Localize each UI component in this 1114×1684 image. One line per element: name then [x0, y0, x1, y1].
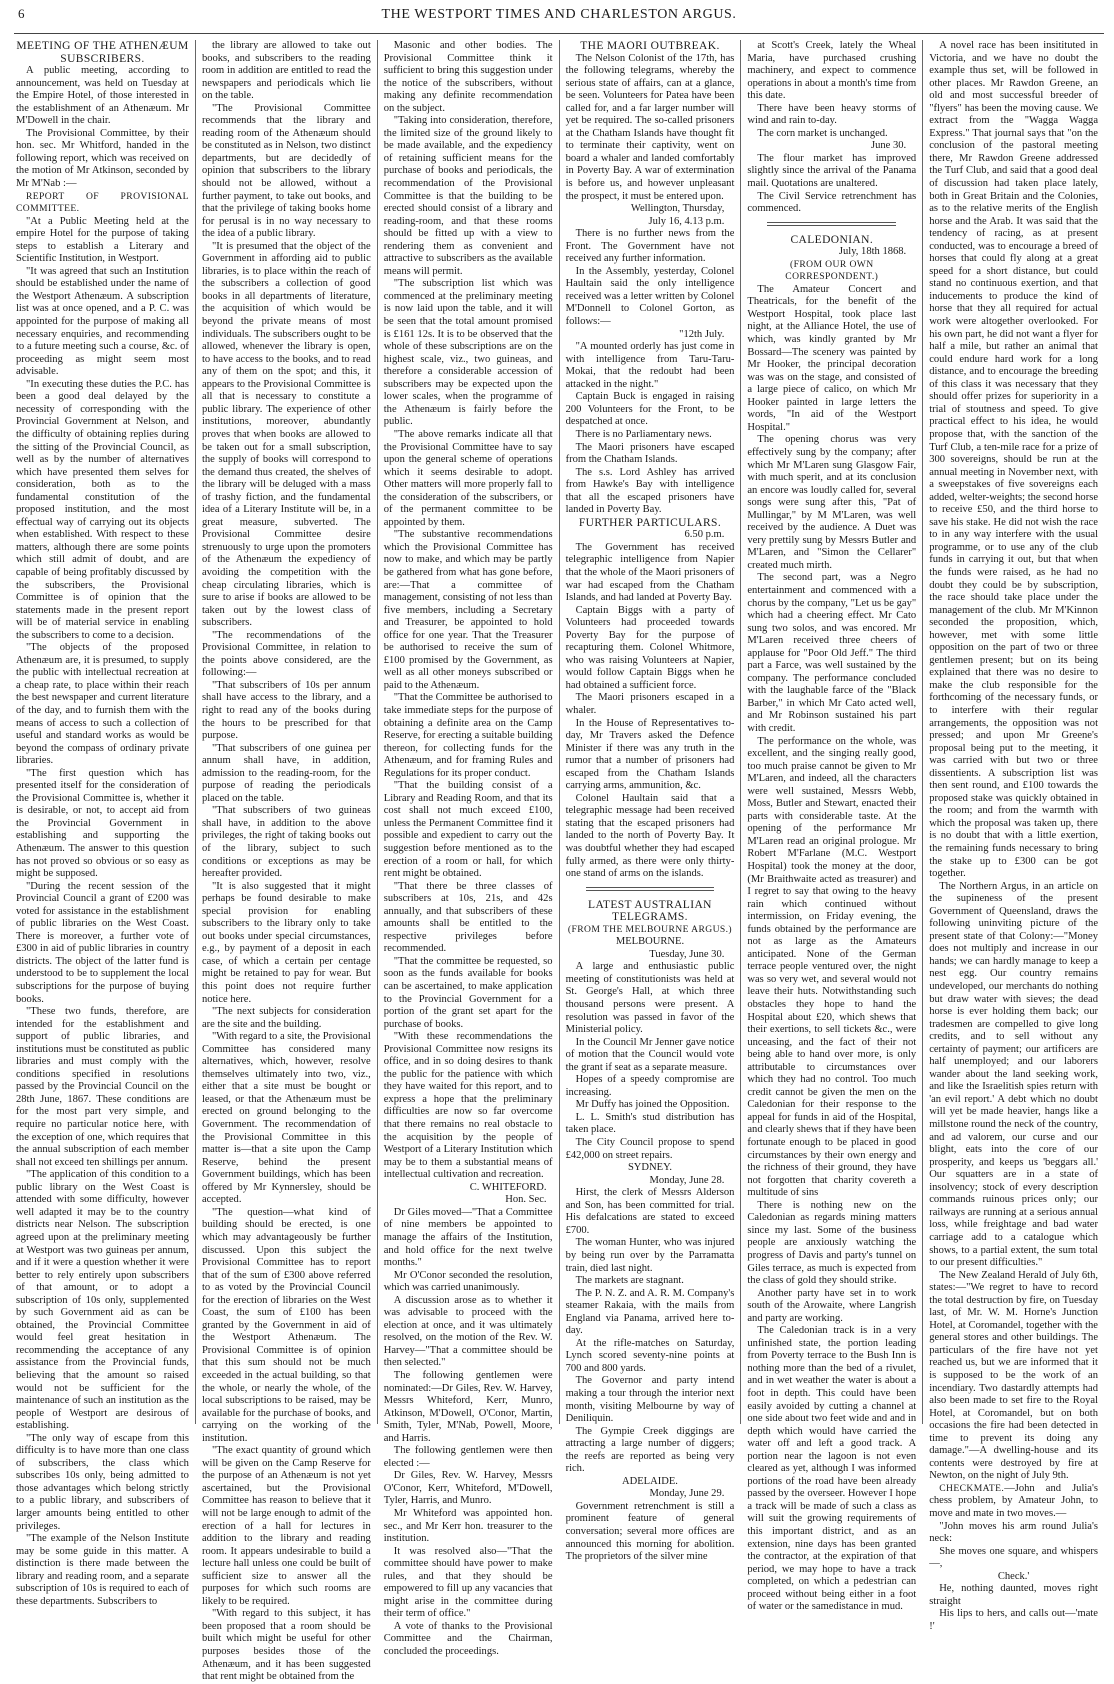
paragraph: The Gympie Creek diggings are attracting a large number of diggers; the reefs are reported as being very rich.	[565, 1425, 735, 1475]
dateline: Monday, June 28.	[649, 1174, 725, 1186]
paragraph: "That the committee be requested, so soon as the funds available for books can be ascertained, to make application to the Provincial Government for a portion of the grant set apart for the purchase of books.	[383, 955, 553, 1030]
paragraph: "The substantive recommendations which the Provisional Committee has now to make, and which may be partly be gathered from what has gone before, are:—That a committee of management, consisting of not less than five members, including a Secretary and Treasurer, be appointed to hold office for one year. That the Treasurer be authorised to receive the sum of £100 promised by the Government, as well as all other moneys subscribed or paid to the Athenæum.	[383, 529, 553, 691]
verse-line: His lips to hers, and calls out—'mate !'	[929, 1608, 1098, 1632]
paragraph: "The question—what kind of building should be erected, is one which may advantageously be further discussed. Upon this subject the Provisional Committee has to report that of the sum of £300 above referred to as voted by the Provincial Council for the erection of libraries on the West Coast, the sum of £100 has been granted by the Government in aid of the Westport Athenæum. The Provisional Committee is of opinion that this sum should not be much exceeded in the actual building, so that the whole, or nearly the whole, of the local subscriptions to be raised, may be available for the purchase of books, and carrying on the working of the institution.	[201, 1206, 371, 1444]
paragraph: "These two funds, therefore, are intended for the establishment and support of public libraries, and institutions must be constituted as public libraries and must comply with the conditions specified in resolutions passed by the Provincial Council on the 28th June, 1867. These conditions are for the most part very simple, and require no particular notice here, with the exception of one, which requires that the annual subscription of each member shall not exceed ten shillings per annum.	[16, 1006, 189, 1168]
paragraph: There is no further news from the Front. The Government have not received any further information.	[565, 228, 735, 265]
article-heading-caledonian: CALEDONIAN.	[790, 233, 874, 246]
newspaper-title: THE WESTPORT TIMES AND CHARLESTON ARGUS.	[381, 7, 737, 22]
paragraph: A public meeting, according to announcement, was held on Tuesday at the Empire Hotel, of those interested in the establishment of an Athenæum. Mr M'Dowell in the chair.	[16, 65, 189, 127]
paragraph: There is no Parliamentary news.	[575, 428, 712, 440]
paragraph: "With these recommendations the Provisional Committee now resigns its office, and in so doing desires to thank the public for the patience with which they have waited for this report, and to express a hope that the preliminary difficulties are now so far overcome that there remains no real obstacle to the acquisition by the people of Westport of a Literary Institution which may be to them a substantial means of intellectual cultivation and recreation.	[383, 1031, 553, 1181]
paragraph: A discussion arose as to whether it was advisable to proceed with the election at once, and it was ultimately resolved, on the motion of the Rev. W. Harvey—"That a committee should be then selected."	[383, 1294, 553, 1369]
verse-line: Check.'	[997, 1570, 1030, 1582]
paragraph: The Caledonian track is in a very unfinished state, the portion leading from Poverty terrace to the Bush Inn is nothing more than the bed of a rivulet, and in wet weather the water is about a foot in depth. This could have been easily avoided by cutting a channel at one side about two feet wide and and in depth which would have carried the water off and left a good track. A portion near the lagoon is not even cleared as yet, although I was informed portions of the road have been already passed by the overseer. However I hope a track will be made of such a class as will suit the growing requirements of this important district, and as an extension, nine days has been granted the contractor, at the expiration of that period, we may hope to have a track completed, on which a pedestrian can proceed without being either in a foot of water or the samedistance in mud.	[747, 1325, 917, 1613]
paragraph: Mr Duffy has joined the Opposition.	[575, 1099, 730, 1111]
paragraph: The following gentlemen were nominated:—Dr Giles, Rev. W. Harvey, Messrs Whiteford, Kerr, Munro, Atkinson, M'Dowell, O'Conor, Martin, Smith, Tyler, M'Nab, Powell, Moore, and Harris.	[383, 1369, 553, 1444]
paragraph: Hirst, the clerk of Messrs Alderson and Son, has been committed for trial. His defalcations are stated to exceed £700.	[565, 1187, 735, 1236]
paragraph: The Maori prisoners escaped in a whaler.	[565, 692, 735, 716]
place-heading: ADELAIDE.	[621, 1475, 678, 1487]
article-heading-athenaeum: MEETING OF THE ATHENÆUM SUBSCRIBERS.	[16, 40, 189, 65]
paragraph: "That subscribers of two guineas shall have, in addition to the above privileges, the right of taking books out of the library, subject to such conditions or exceptions as may be hereafter provided.	[201, 805, 371, 880]
column-4	[559, 40, 741, 1563]
verse-line: "John moves his arm round Julia's neck:	[929, 1520, 1098, 1545]
paragraph: "It is presumed that the object of the Government in affording aid to public libraries, is to place within the reach of the subscribers a collection of good books in all departments of literature, the acquisition of which would be beyond the private means of most individuals. The subscribers ought to be allowed, whenever the library is open, to have access to the books, and to read any of them on the spot; and this, it appears to the Provisional Committee is all that is necessary to constitute a public library. The experience of other institutions, moreover, abundantly proves that when books are allowed to be taken out for a small subscription, the supply of books will correspond to the demand thus created, the shelves of the library will be deluged with a mass of trashy fiction, and the fundamental idea of a Literary Institute will be, in a great measure, subverted. The Provisional Committee desire strenuously to urge upon the promoters of the Athenæum the expediency of avoiding the competition with the cheap circulating libraries, which is sure to arise if books are allowed to be taken out by the lowest class of subscribers.	[201, 240, 371, 629]
paragraph: Masonic and other bodies. The Provisional Committee think it sufficient to bring this suggestion under the notice of the subscribers, without making any definite recommendation on the subject.	[383, 40, 553, 114]
source-note: (FROM OUR OWN CORRESPONDENT.)	[785, 258, 879, 283]
dateline: July 16, 4.13 p.m.	[648, 215, 725, 227]
divider	[586, 887, 715, 888]
column-2	[195, 40, 377, 1683]
paragraph: the library are allowed to take out books, and subscribers to the reading room in addition are entitled to read the newspapers and periodicals which lie on the table.	[201, 40, 371, 102]
paragraph: "A mounted orderly has just come in with intelligence from Taru-Taru-Mokai, that the redoubt had been attacked in the night."	[565, 341, 735, 390]
paragraph: Hopes of a speedy compromise are increasing.	[565, 1074, 735, 1098]
verse-line: He, nothing daunted, moves right straight	[929, 1583, 1098, 1607]
verse-line: She moves one square, and whispers—,	[929, 1545, 1098, 1570]
chess-label: CHECKMATE.	[939, 1482, 1005, 1494]
paragraph: Captain Buck is engaged in raising 200 Volunteers for the Front, to be despatched at once.	[565, 391, 735, 428]
paragraph: Government retrenchment is still a prominent feature of general conversation; several more offices are announced this morning for abolition. The proprietors of the silver mine	[565, 1500, 735, 1563]
paragraph: "With regard to a site, the Provisional Committee has considered many alternatives, which, however, resolve themselves ultimately into two, viz., either that a site must be bought or leased, or that the Athenæum must be erected on ground belonging to the Government. The recommendation of the Provisional Committee in this matter is—that a site upon the Camp Reserve, behind the present Government buildings, which has been offered by Mr Kynnersley, should be accepted.	[201, 1031, 371, 1206]
paragraph: "That subscribers of 10s per annum shall have access to the library, and a right to read any of the books during the hours to be prescribed for that purpose.	[201, 679, 371, 742]
paragraph: At the rifle-matches on Saturday, Lynch scored seventy-nine points at 700 and 800 yards.	[565, 1337, 735, 1374]
paragraph: The New Zealand Herald of July 6th, states:—"We regret to have to record the total destruction by fire, on Tuesday last, of Mr. W. M. Horne's Junction Hotel, at Coromandel, together with the general stores and other buildings. The particulars of the fire have not yet reached us, but we are informed that it is supposed to be the work of an incendiary. Two dastardly attempts had also been made to set fire to the Royal Hotel, at Coromandel, but on both occasions the fire had been detected in time to prevent its doing any damage."—A dwelling-house and its contents were destroyed by fire at Newton, on the night of July 9th.	[929, 1269, 1098, 1482]
paragraph: "At a Public Meeting held at the empire Hotel for the purpose of taking steps to establish a Literary and Scientific Institution, in Westport.	[16, 215, 189, 265]
paragraph: In the Council Mr Jenner gave notice of motion that the Council would vote the grant if seat as a separate measure.	[565, 1036, 735, 1073]
paragraph: "The Provisional Committee recommends that the library and reading room of the Athenæum should be constituted as in Nelson, two distinct departments, but are decidedly of opinion that subscribers to the library should not be allowed, without a further payment, to take out books, and that the privilege of taking books home for perusal is in no way necessary to the idea of a public library.	[201, 102, 371, 240]
paragraph: "In executing these duties the P.C. has been a good deal delayed by the necessity of corresponding with the Provincial Government at Nelson, and the difficulty of obtaining replies during the sitting of the Provincial Council, as well as by the number of alternatives which have presented them selves for consideration, both as to the fundamental constitution of the proposed institution, and the most effectual way of carrying out its objects when established. With respect to these matters, although there are some points which still admit of doubt, and are capable of being profitably discussed by the subscribers, the Provisional Committee is of opinion that the statements made in the present report will be of material service in enabling the subscribers to come to a decision.	[16, 378, 189, 641]
paragraph: The following gentlemen were then elected :—	[383, 1445, 553, 1469]
paragraph: A novel race has been insitituted in Victoria, and we have no doubt the example thus set, will be followed in other places. Mr Rawdon Greene, an old and most successful breeder of "flyers" has been the moving cause. We extract from the "Wagga Wagga Express." That journal says that "on the conclusion of the pastoral meeting there, Mr Rawdon Greene addressed the Turf Club, and said that a good deal of discussion had taken place lately, both in Great Britain and the Colonies, as to the relative merits of the English horse and the Arab. It was said that the tendency of racing, as at present conducted, was to encourage a breed of horses that could fly along at a great speed for a short distance, but could stand no continuous exertion, and that inducements to produce the kind of horse that they all required for actual work were altogether overlooked. For his own part, he did not want a flyer for half a mile, but rather an animal that could endure hard work for a long distance, and to encourage the breeding of this class it was necessary that they should offer prizes for superiority in a trial of stoutness and speed. To give practical effect to his idea, he would propose that, with the sanction of the Turf Club, a ten-mile race for a prize of 300 sovereigns, should be run at the annual meeting in November next, with a sweepstakes of five sovereigns each added, welter-weights; the second horse to receive £50, and the third horse to save his stake. He did not wish the race to in any way interfere with the usual programme, or to use any of the club funds in carrying it out, but that when the funds were raised, as he had no doubt they could be by subscription, the race should take place under the management of the club. Mr M'Kinnon seconded the proposition, which, however, met with some little opposition on the part of two or three gentlemen present; but on its being explained that there was no desire to make the club responsible for the forthcoming of the necessary funds, or to interfere with their regular arrangements, the opposition was not pressed; and upon Mr Greene's proposal being put to the meeting, it was carried with but two or three dissentients. A subscription list was then sent round, and £100 towards the proposed stake was quickly obtained in the room; and from the warmth with which the proposal was taken up, there is no doubt that with a little exertion, the remaining funds necessary to bring the stake up to £300 can be got together.	[929, 40, 1098, 880]
paragraph: "With regard to this subject, it has been proposed that a room should be built which might be useful for other purposes besides those of the Athenæum, and it has been suggested that rent might be obtained from the	[201, 1608, 371, 1683]
paragraph: There have been heavy storms of wind and rain to-day.	[747, 102, 917, 127]
paragraph: "The application of this condition to a public library on the West Coast is attended with some difficulty, however well adapted it may be to the country districts near Nelson. The subscription agreed upon at the preliminary meeting at Westport was two guineas per annum, and if it were a question whether it were better to rely entirely upon subscribers of that amount, or to adopt a subscription of 10s only, supplemented by such Government aid as can be obtained, the Provincial Committee would feel great hesitation in recommending the acceptance of any assistance from the Provincial funds, believing that the amount so raised would not be sufficient for the maintenance of such an institution as the people of Westport are desirous of establishing.	[16, 1169, 189, 1432]
column-6	[922, 40, 1104, 1632]
paragraph: The Governor and party intend making a tour through the interior next month, visiting Melbourne by way of Deniliquin.	[565, 1375, 735, 1425]
paragraph: The Maori prisoners have escaped from the Chatham Islands.	[565, 441, 735, 466]
paragraph: "The exact quantity of ground which will be given on the Camp Reserve for the purpose of an Athenæum is not yet ascertained, but the Provisional Committee has reason to believe that it will not be large enough to admit of the erection of a hall for lectures in addition to the library and reading room. It appears undesirable to build a lecture hall unless one could be built of sufficient size to answer all the purposes for which such rooms are likely to be required.	[201, 1445, 371, 1607]
paragraph: "The only way of escape from this difficulty is to have more than one class of subscribers, the class which subscribes 10s only, being admitted to those advantages which belong strictly to a public library, and subscribers of larger amounts being entitled to other privileges.	[16, 1432, 189, 1532]
paragraph: The Civil Service retrenchment has commenced.	[747, 190, 917, 215]
paragraph: "The next subjects for consideration are the site and the building.	[201, 1006, 371, 1030]
dateline: July, 18th 1868.	[838, 246, 907, 258]
dateline: "12th July.	[679, 328, 725, 340]
paragraph: "That the Committee be authorised to take immediate steps for the purpose of obtaining a definite area on the Camp Reserve, for erecting a suitable building thereon, for collecting funds for the Athenæum, and for framing Rules and Regulations for its proper conduct.	[383, 692, 553, 779]
source-note: (FROM THE MELBOURNE ARGUS.)	[567, 923, 733, 935]
place-heading: SYDNEY.	[627, 1162, 672, 1174]
signature-title: Hon. Sec.	[505, 1194, 547, 1206]
paragraph: Mr Whiteford was appointed hon. sec., and Mr Kerr hon. treasurer to the institution.	[383, 1507, 553, 1545]
chess-intro: —John and Julia's chess problem, by Amateur John, to move and mate in two moves.—	[929, 1482, 1098, 1519]
column-3	[377, 40, 559, 1657]
paragraph: It was resolved also—"That the committee should have power to make rules, and that they should be empowered to fill up any vacancies that might arise in the committee during their term of office."	[383, 1545, 553, 1620]
paragraph: A large and enthusiastic public meeting of constitutionists was held at St. George's Hall, at which three thousand persons were present. A resolution was passed in favor of the Ministerial policy.	[565, 961, 735, 1036]
paragraph: "That subscribers of one guinea per annum shall have, in addition, admission to the reading-room, for the purpose of reading the periodicals placed on the table.	[201, 742, 371, 804]
paragraph: The s.s. Lord Ashley has arrived from Hawke's Bay with intelligence that all the escaped prisoners have landed in Poverty Bay.	[565, 466, 735, 516]
paragraph: The flour market has improved slightly since the arrival of the Panama mail. Quotations are unaltered.	[747, 152, 917, 190]
column-5	[740, 40, 922, 1613]
report-heading: REPORT OF PROVISIONAL COMMITTEE.	[16, 190, 189, 215]
dateline: Tuesday, June 30.	[649, 948, 725, 960]
paragraph: "During the recent session of the Provincial Council a grant of £200 was voted for assistance in the establishment of public libraries on the West Coast. There is moreover, a further vote of £300 in aid of public libraries in country districts. The object of the latter fund is understood to be to supplement the local subscriptions for the purpose of buying books.	[16, 880, 189, 1005]
paragraph: Captain Biggs with a party of Volunteers had proceeded towards Poverty Bay for the purpose of recapturing them. Colonel Whitmore, who was raising Volunteers at Napier, would follow Captain Biggs when he had obtained a sufficient force.	[565, 604, 735, 691]
paragraph: "The objects of the proposed Athenæum are, it is presumed, to supply the public with intellectual recreation at a cheap rate, to place within their reach the best newspaper and current literature of the day, and to furnish them with the means of access to such a collection of useful and standard works as would be beyond the compass of ordinary private libraries.	[16, 642, 189, 767]
masthead	[14, 6, 1104, 34]
chess-paragraph	[929, 1483, 1098, 1521]
paragraph: The City Council propose to spend £42,000 on street repairs.	[565, 1137, 735, 1161]
paragraph: "The subscription list which was commenced at the preliminary meeting is now laid upon the table, and it will be seen that the total amount promised is £161 12s. It is to be observed that the whole of these subscriptions are on the highest scale, viz., two guineas, and therefore a considerable accession of subscribers may be expected upon the lower scales, when the programme of the Athenæum is fairly before the public.	[383, 278, 553, 428]
page-number: 6	[18, 6, 25, 21]
paragraph: The markets are stagnant.	[575, 1275, 684, 1287]
article-heading-telegrams: LATEST AUSTRALIAN TELEGRAMS.	[588, 898, 712, 924]
paragraph: Another party have set in to work south of the Arowaite, where Langrish and party are working.	[747, 1287, 917, 1324]
paragraph: Mr O'Conor seconded the resolution, which was carried unanimously.	[383, 1269, 553, 1294]
paragraph: The Nelson Colonist of the 17th, has the following telegrams, whereby the serious state of affairs, can at a glance, be seen. Volunteers for Patea have been called for, and a far larger number will yet be required. The so-called prisoners at the Chatham Islands have thought fit to terminate their captivity, went on board a whaler and landed comfortably in Poverty Bay. A war of extermination is before us, and however unpleasant the prospect, it must be entered upon.	[565, 52, 735, 202]
dateline: Monday, June 29.	[649, 1488, 725, 1500]
divider	[767, 222, 896, 223]
paragraph: The P. N. Z. and A. R. M. Company's steamer Rakaia, with the mails from England via Panama, arrived here to-day.	[565, 1287, 735, 1337]
paragraph: "That the building consist of a Library and Reading Room, and that its cost shall not much exceed £100, unless the Permanent Committee find it possible and expedient to carry out the suggestion before mentioned as to the erection of a room or hall, for which rent might be obtained.	[383, 780, 553, 880]
paragraph: "The first question which has presented itself for the consideration of the Provisional Committee is, whether it is desirable, or not, to accept aid from the Provincial Government in establishing and supporting the Athenæum. The answer to this question has not proved so obvious or so easy as might be supposed.	[16, 767, 189, 880]
article-heading-maori-outbreak: THE MAORI OUTBREAK.	[580, 40, 720, 52]
divider	[586, 890, 715, 891]
paragraph: In the Assembly, yesterday, Colonel Haultain said the only intelligence received was a letter written by Colonel M'Donnell to Colonel Gorton, as follows:—	[565, 265, 735, 328]
paragraph: The second part, was a Negro entertainment and commenced with a chorus by the company, "Let us be gay" which had a cheering effect. Mr Cato sung two solos, and was encored. Mr M'Laren received three cheers of applause for "Poor Old Jeff." The third part a Farce, was well sustained by the company. The performance concluded with the laughable farce of the "Black Barber," in which Mr Cato acted well, and Mr Robinson sustained his part with credit.	[747, 572, 917, 734]
paragraph: A vote of thanks to the Provisional Committee and the Chairman, concluded the proceedings.	[383, 1620, 553, 1657]
paragraph: The Amateur Concert and Theatricals, for the benefit of the Westport Hospital, took place last night, at the Alliance Hotel, the use of which, was kindly granted by Mr Bossard—The scenery was painted by Mr Hooker, the principal decoration was was on the stage, and consisted of a large piece of calico, on which Mr Hooker painted in large letters the words, "In aid of the Westport Hospital."	[747, 283, 917, 433]
place-heading: MELBOURNE.	[615, 936, 685, 948]
paragraph: Dr Giles moved—"That a Committee of nine members be appointed to manage the affairs of the Institution, and hold office for the next twelve months."	[383, 1206, 553, 1269]
dateline: June 30.	[871, 140, 907, 152]
paragraph: In the House of Representatives to-day, Mr Travers asked the Defence Minister if there was any truth in the rumor that a number of prisoners had escaped from the Chatham Islands carrying arms, ammunition, &c.	[565, 717, 735, 792]
paragraph: The corn market is unchanged.	[757, 127, 888, 139]
paragraph: "It is also suggested that it might perhaps be found desirable to make special provision for enabling subscribers to the library only to take out books under special circumstances, e.g., by payment of a deposit in each case, of which a certain per centage might be retained to pay for wear. But this point does not require further notice here.	[201, 880, 371, 1005]
paragraph: Colonel Haultain said that a telegraphic message had been received stating that the escaped prisoners had landed to the north of Poverty Bay. It was doubtful whether they had escaped fully armed, as there were only thirty-one stand of arms on the islands.	[565, 792, 735, 880]
paragraph: The Northern Argus, in an article on the supineness of the present Government of Queensland, draws the following uninviting picture of the present state of that Colony:—"Money does not multiply and increase in our hands; we can hardly manage to keep a nest egg. Our country remains undeveloped, our merchants do nothing but draw water with sieves; the dead horse is ever holding them back; our tradesmen are compelled to give long credits, and to sell without any certainty of payment; our artificers are half unemployed; and our laborers wander about the land seeking work, and like the Israelitish spies return with 'an evil report.' A debt which no doubt will yet be made heavier, hangs like a millstone round the neck of the country, and ad valorem, our curse and our blight, eats into the core of our prosperity, and keeps us 'beggars all.' Our squatters are in a state of insolvency; stock of every description commands ruinous prices only; our railways are running at a serious annual loss, while freightage and bad water carriage add to a catalogue which shows, to a partial extent, the sum total to our present difficulties."	[929, 880, 1098, 1269]
paragraph: The woman Hunter, who was injured by being run over by the Parramatta train, died last night.	[565, 1237, 735, 1274]
divider	[767, 225, 896, 226]
paragraph: There is nothing new on the Caledonian as regards mining matters since my last. Some of the business people are anxiously watching the progress of Davis and party's tunnel on Giles terrace, as much is expected from the class of gold they should strike.	[747, 1199, 917, 1287]
paragraph: "That there be three classes of subscribers at 10s, 21s, and 42s annually, and that subscribers of these amounts shall be entitled to the respective privileges before recommended.	[383, 880, 553, 955]
paragraph: The opening chorus was very effectively sung by the company; after which Mr M'Laren sung Glasgow Fair, with much sperit, and at its conclusion an encore was loudly called for, several songs were sung after this, "Pat of Mullingar," by M M'Laren, was well received by the audience. A Duet was very prettily sung by Messrs Butler and M'Laren, and "Simon the Cellarer" created much mirth.	[747, 434, 917, 571]
paragraph: "Taking into consideration, therefore, the limited size of the ground likely to be made available, and the expediency of retaining sufficient means for the purchase of books and periodicals, the recommendation of the Provisional Committee is that the building to be erected should consist of a library and reading-room, and that these rooms should be fitted up with a view to rendering them as convenient and attractive to subscribers as the available means will permit.	[383, 115, 553, 277]
dateline: Wellington, Thursday,	[630, 203, 725, 215]
subheading-further-particulars: FURTHER PARTICULARS.	[578, 516, 722, 529]
paragraph: The Provisional Committee, by their hon. sec. Mr Whitford, handed in the following report, which was received on the motion of Mr Atkinson, seconded by Mr M'Nab :—	[16, 127, 189, 190]
paragraph: "The recommendations of the Provisional Committee, in relation to the points above considered, are the following:—	[201, 629, 371, 679]
paragraph: The Government has received telegraphic intelligence from Napier that the whole of the Maori prisoners of war had escaped from the Chatham Islands, and had landed at Poverty Bay.	[565, 541, 735, 604]
paragraph: L. L. Smith's stud distribution has taken place.	[565, 1111, 735, 1136]
signature: C. WHITEFORD.	[469, 1181, 547, 1193]
time: 6.50 p.m.	[684, 529, 725, 541]
columns	[14, 40, 1104, 1683]
paragraph: The performance on the whole, was excellent, and the singing really good, too much praise cannot be given to Mr M'Laren, and indeed, all the characters were well sustained, Messrs Webb, Moss, Butler and Stewart, enacted their parts with considerable taste. At the opening of the performance Mr M'Laren read an original prologue. Mr Robert M'Farlane (M.C. Westport Hospital) took the money at the door, (Mr Braithwaite acted as treasurer) and I regret to say that owing to the heavy rain which continued without intermission, on Friday evening, the funds obtained by the performance are not as large as the Amateurs anticipated. None of the German terrace people ventured over, the night was so very wet, and several would not leave their huts. Notwithstanding such obstacles they hope to hand the Hospital about £20, which shews that their exertions, to sell tickets &c., were unceasing, and the fact of their not being able to hand over more, is only attributable to circumstances over which they had no control. Too much credit cannot be given the men on the Caledonian for their response to the appeal for funds in aid of the Hospital, and clearly shews that if they have been fortunate enough to be placed in good circumstances by their own energy and the richness of their ground, they have not forgotten that charity covereth a multitude of sins	[747, 735, 917, 1199]
paragraph: "The example of the Nelson Institute may be some guide in this matter. A distinction is there made between the library and reading room, and a separate subscription of 10s is required to each of these departments. Subscribers to	[16, 1533, 189, 1607]
paragraph: "The above remarks indicate all that the Provisional Committee have to say upon the general scheme of operations which it seems desirable to adopt. Other matters will more properly fall to the consideration of the subscribers, or of the permanent committee to be appointed by them.	[383, 428, 553, 528]
column-1	[14, 40, 195, 1607]
paragraph: "It was agreed that such an Institution should be established under the name of the Westport Athenæum. A subscription list was at once opened, and a P. C. was appointed for the purpose of making all necessary enquiries, and recommending to a future meeting such a course, &c. of proceeding as might seem most advisable.	[16, 265, 189, 378]
paragraph: at Scott's Creek, lately the Wheal Maria, have purchased crushing machinery, and expect to commence operations in about a month's time from this date.	[747, 40, 917, 102]
paragraph: Dr Giles, Rev. W. Harvey, Messrs O'Conor, Kerr, Whiteford, M'Dowell, Tyler, Harris, and Munro.	[383, 1470, 553, 1507]
